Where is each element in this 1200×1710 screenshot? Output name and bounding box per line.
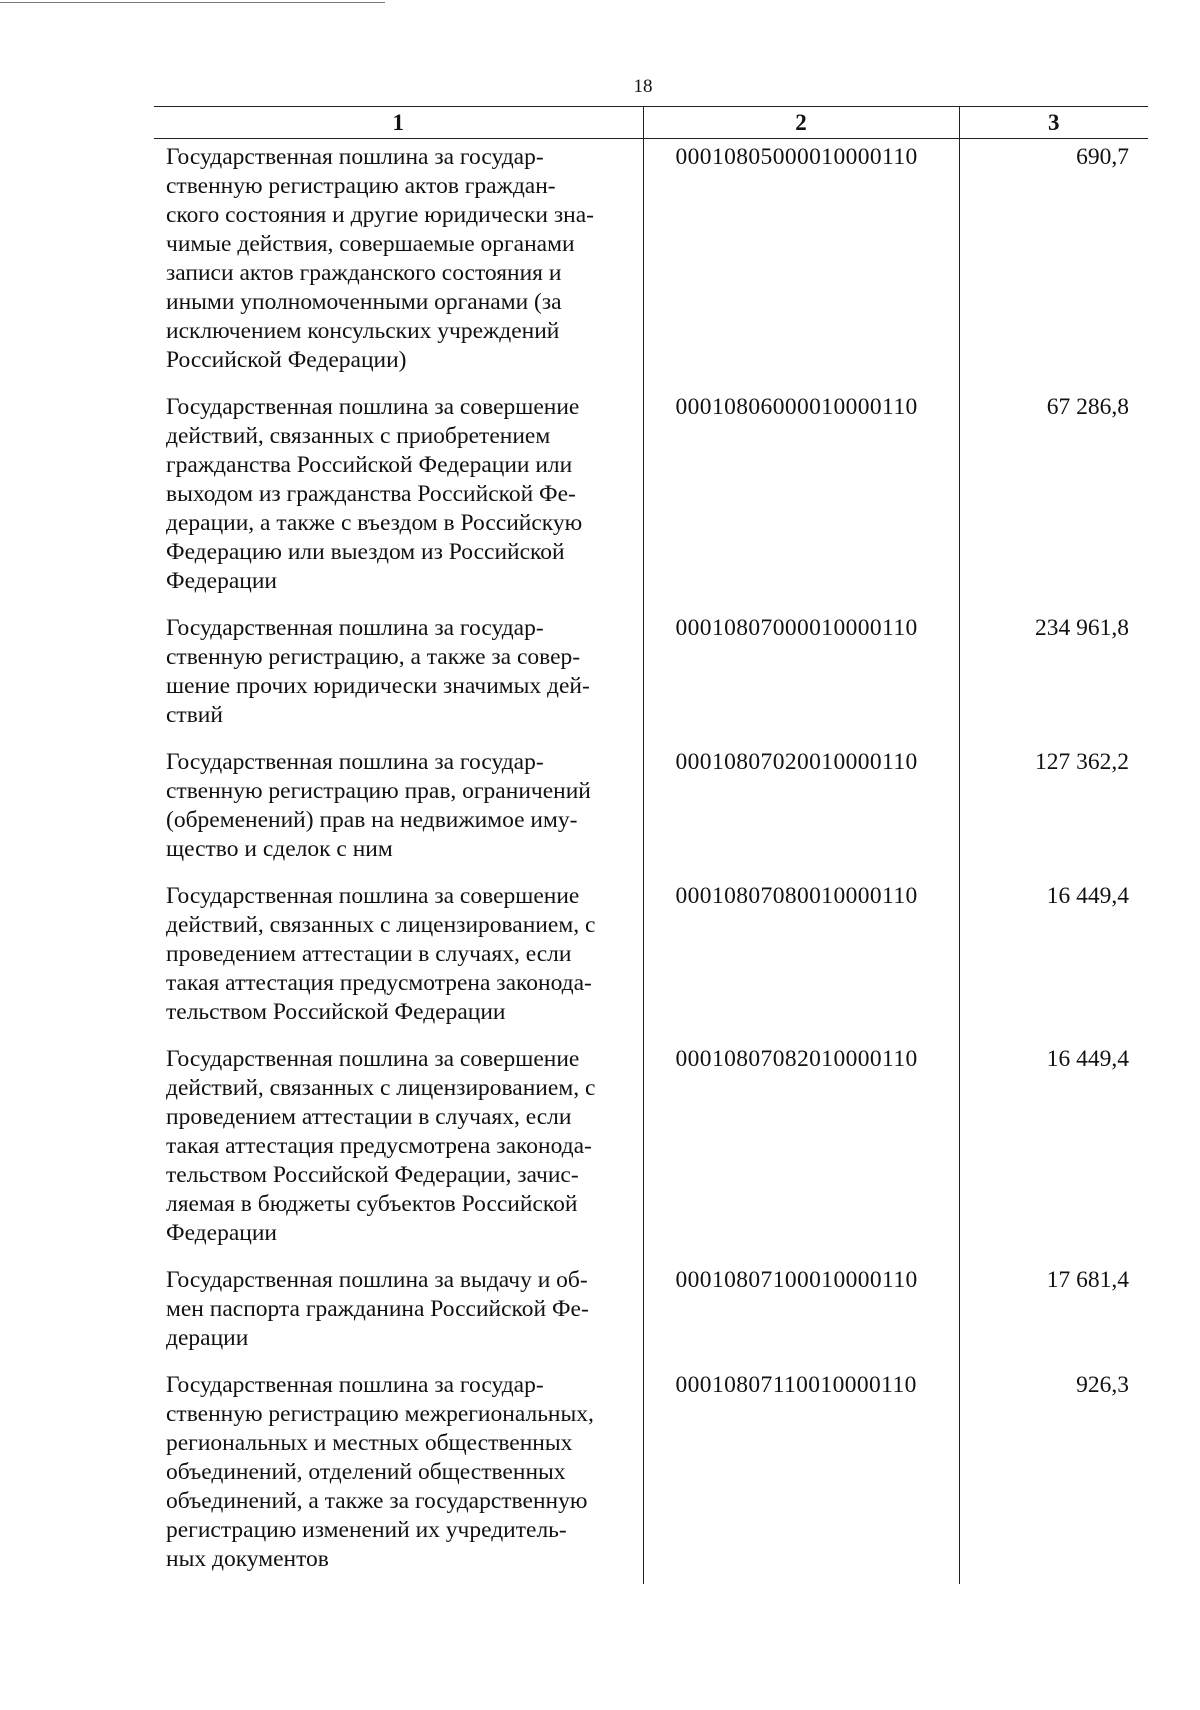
revenue-name-line: ных документов (166, 1546, 329, 1572)
revenue-name-line: Федерации (166, 1220, 277, 1246)
revenue-name-line: регистрацию изменений их учредитель- (166, 1517, 567, 1543)
table-row (154, 1258, 1148, 1363)
revenue-name-line: Государственная пошлина за совершение (166, 1046, 580, 1072)
revenue-name-line: дерации (166, 1325, 249, 1351)
amount-cell: 234 961,8 (959, 606, 1148, 740)
revenue-name-line: ственную регистрацию межрегиональных, (166, 1401, 594, 1427)
revenue-name-line: (обременений) прав на недвижимое иму- (166, 807, 578, 833)
revenue-name-line: региональных и местных общественных (166, 1430, 573, 1456)
revenue-name-cell (154, 1363, 643, 1584)
classification-code-cell: 00010807100010000110 (643, 1258, 959, 1363)
table-row (154, 1363, 1148, 1584)
revenue-name-line: объединений, отделений общественных (166, 1459, 566, 1485)
revenue-name-cell (154, 139, 643, 386)
amount-cell: 67 286,8 (959, 385, 1148, 606)
amount-cell: 16 449,4 (959, 874, 1148, 1037)
table-row (154, 740, 1148, 874)
revenue-name-cell (154, 874, 643, 1037)
revenue-name-line: Федерации (166, 568, 277, 594)
revenue-name-cell (154, 1037, 643, 1258)
classification-code-cell: 00010807082010000110 (643, 1037, 959, 1258)
table-row (154, 385, 1148, 606)
revenue-name-line: действий, связанных с лицензированием, с (166, 1075, 596, 1101)
classification-code-cell: 00010807080010000110 (643, 874, 959, 1037)
table-row (154, 874, 1148, 1037)
revenue-name-line: тельством Российской Федерации (166, 999, 506, 1025)
revenue-name-line: шение прочих юридически значимых дей- (166, 673, 590, 699)
amount-cell: 16 449,4 (959, 1037, 1148, 1258)
revenue-name-line: ственную регистрацию прав, ограничений (166, 778, 591, 804)
column-header-3: 3 (959, 107, 1148, 139)
revenue-name-line: Государственная пошлина за государ- (166, 1372, 544, 1398)
table-row (154, 139, 1148, 386)
revenue-name-line: проведением аттестации в случаях, если (166, 941, 572, 967)
table-body (154, 139, 1148, 1585)
classification-code-cell: 00010807110010000110 (643, 1363, 959, 1584)
revenue-name-line: Государственная пошлина за государ- (166, 615, 544, 641)
classification-code-cell: 00010807000010000110 (643, 606, 959, 740)
revenue-name-line: проведением аттестации в случаях, если (166, 1104, 572, 1130)
amount-cell: 690,7 (959, 139, 1148, 386)
revenue-name-line: действий, связанных с приобретением (166, 423, 551, 449)
revenue-name-cell (154, 385, 643, 606)
table-row (154, 606, 1148, 740)
revenue-name-cell (154, 606, 643, 740)
revenue-name-line: Государственная пошлина за государ- (166, 749, 544, 775)
revenue-name-line: записи актов гражданского состояния и (166, 260, 562, 286)
revenue-name-line: Государственная пошлина за выдачу и об- (166, 1267, 588, 1293)
amount-cell: 926,3 (959, 1363, 1148, 1584)
revenue-name-line: Федерацию или выездом из Российской (166, 539, 565, 565)
revenue-name-line: Государственная пошлина за совершение (166, 883, 580, 909)
revenue-name-cell (154, 740, 643, 874)
revenue-name-line: щество и сделок с ним (166, 836, 393, 862)
classification-code-cell: 00010806000010000110 (643, 385, 959, 606)
top-rule (0, 2, 385, 3)
table-row (154, 1037, 1148, 1258)
table-header (154, 107, 1148, 139)
classification-code-cell: 00010807020010000110 (643, 740, 959, 874)
revenue-name-line: ственную регистрацию, а также за совер- (166, 644, 581, 670)
revenue-name-line: Государственная пошлина за совершение (166, 394, 580, 420)
column-header-2: 2 (643, 107, 959, 139)
page-number: 18 (633, 76, 653, 97)
revenue-name-line: объединений, а также за государственную (166, 1488, 588, 1514)
revenue-name-line: Государственная пошлина за государ- (166, 144, 544, 170)
revenue-name-line: действий, связанных с лицензированием, с (166, 912, 596, 938)
amount-cell: 17 681,4 (959, 1258, 1148, 1363)
revenue-name-line: ляемая в бюджеты субъектов Российской (166, 1191, 578, 1217)
revenue-name-line: исключением консульских учреждений (166, 318, 560, 344)
classification-code-cell: 00010805000010000110 (643, 139, 959, 386)
revenue-name-line: ственную регистрацию актов граждан- (166, 173, 556, 199)
revenue-name-line: дерации, а также с въездом в Российскую (166, 510, 583, 536)
column-header-1: 1 (154, 107, 643, 139)
revenue-name-line: ствий (166, 702, 223, 728)
revenue-name-line: тельством Российской Федерации, зачис- (166, 1162, 579, 1188)
revenue-name-line: иными уполномоченными органами (за (166, 289, 562, 315)
revenue-name-line: выходом из гражданства Российской Фе- (166, 481, 576, 507)
revenue-name-line: такая аттестация предусмотрена законода- (166, 970, 592, 996)
budget-revenue-table (154, 106, 1148, 1584)
revenue-name-line: Российской Федерации) (166, 347, 407, 373)
amount-cell: 127 362,2 (959, 740, 1148, 874)
revenue-name-line: чимые действия, совершаемые органами (166, 231, 575, 257)
revenue-name-line: мен паспорта гражданина Российской Фе- (166, 1296, 589, 1322)
revenue-name-cell (154, 1258, 643, 1363)
revenue-name-line: такая аттестация предусмотрена законода- (166, 1133, 592, 1159)
header-row (154, 107, 1148, 139)
revenue-name-line: ского состояния и другие юридически зна- (166, 202, 594, 228)
revenue-name-line: гражданства Российской Федерации или (166, 452, 573, 478)
